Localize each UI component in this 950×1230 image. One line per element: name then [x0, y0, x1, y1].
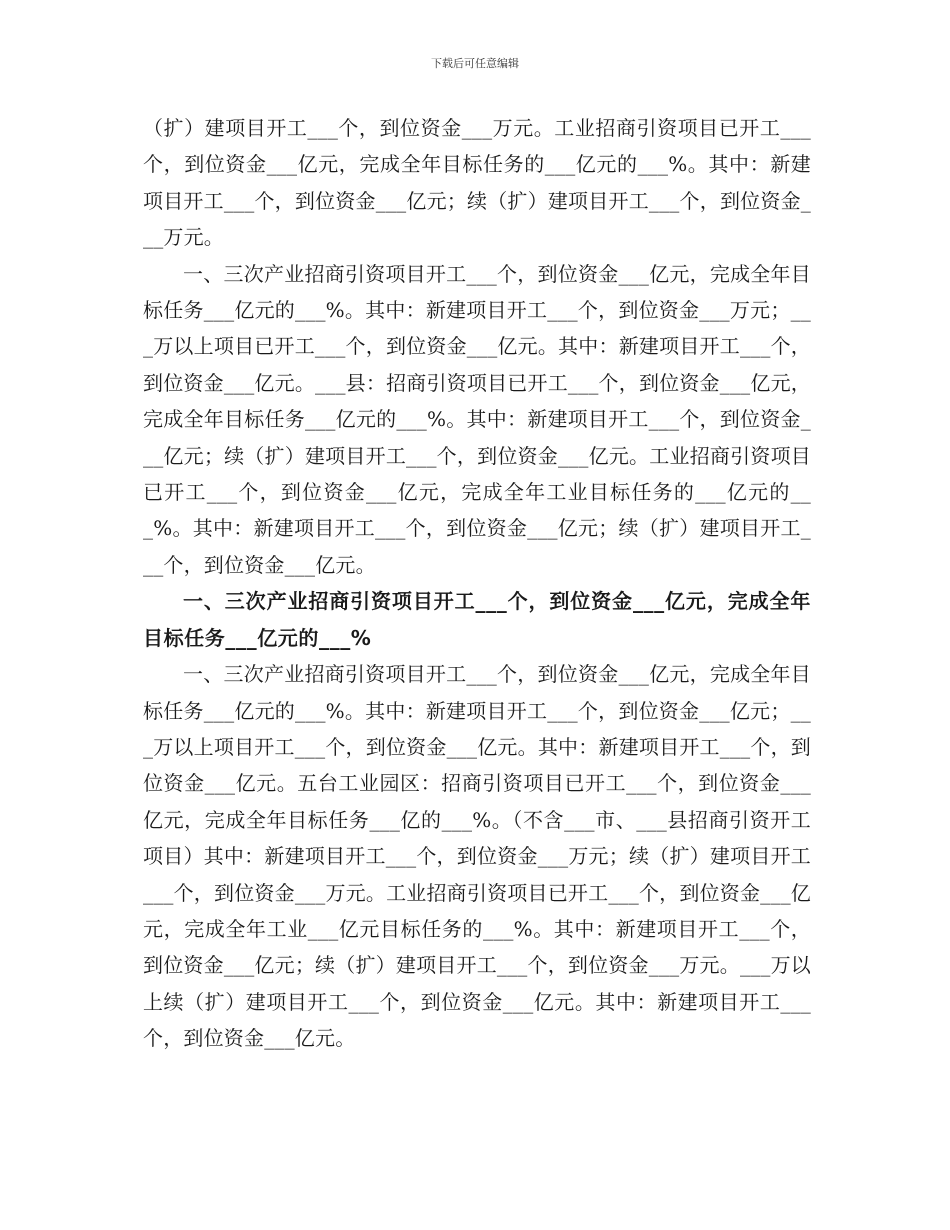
paragraph-county-summary: 一、三次产业招商引资项目开工___个，到位资金___亿元，完成全年目标任务___亿元的___%。其中：新建项目开工___个，到位资金___万元；___万以上项目已开工___个，到位资金___亿元。其中：新建项目开工___个，到位资金___亿元。___县：招商引资项目已开工___个，到位资金___亿元，完成全年目标任务___亿元的___%。其中：新建项目开工___个，到位资金___亿元；续（扩）建项目开工___个，到位资金___亿元。工业招商引资项目已开工___个，到位资金___亿元，完成全年工业目标任务的___亿元的___%。其中：新建项目开工___个，到位资金___亿元；续（扩）建项目开工___个，到位资金___亿元。 — [143, 261, 811, 577]
paragraph-industrial-park-summary: 一、三次产业招商引资项目开工___个，到位资金___亿元，完成全年目标任务___亿元的___%。其中：新建项目开工___个，到位资金___亿元；___万以上项目开工___个，到位资金___亿元。其中：新建项目开工___个，到位资金___亿元。五台工业园区：招商引资项目已开工___个，到位资金___亿元，完成全年目标任务___亿的___%。（不含___市、___县招商引资开工项目）其中：新建项目开工___个，到位资金___万元；续（扩）建项目开工___个，到位资金___万元。工业招商引资项目已开工___个，到位资金___亿元，完成全年工业___亿元目标任务的___%。其中：新建项目开工___个，到位资金___亿元；续（扩）建项目开工___个，到位资金___万元。___万以上续（扩）建项目开工___个，到位资金___亿元。其中：新建项目开工___个，到位资金___亿元。 — [143, 662, 811, 1051]
document-body — [143, 110, 811, 1057]
section-heading: 一、三次产业招商引资项目开工___个，到位资金___亿元，完成全年目标任务___亿元的___% — [143, 589, 811, 650]
header-note: 下载后可任意编辑 — [431, 57, 519, 70]
paragraph-continuation: （扩）建项目开工___个，到位资金___万元。工业招商引资项目已开工___个，到位资金___亿元，完成全年目标任务的___亿元的___%。其中：新建项目开工___个，到位资金___亿元；续（扩）建项目开工___个，到位资金___万元。 — [143, 116, 811, 250]
